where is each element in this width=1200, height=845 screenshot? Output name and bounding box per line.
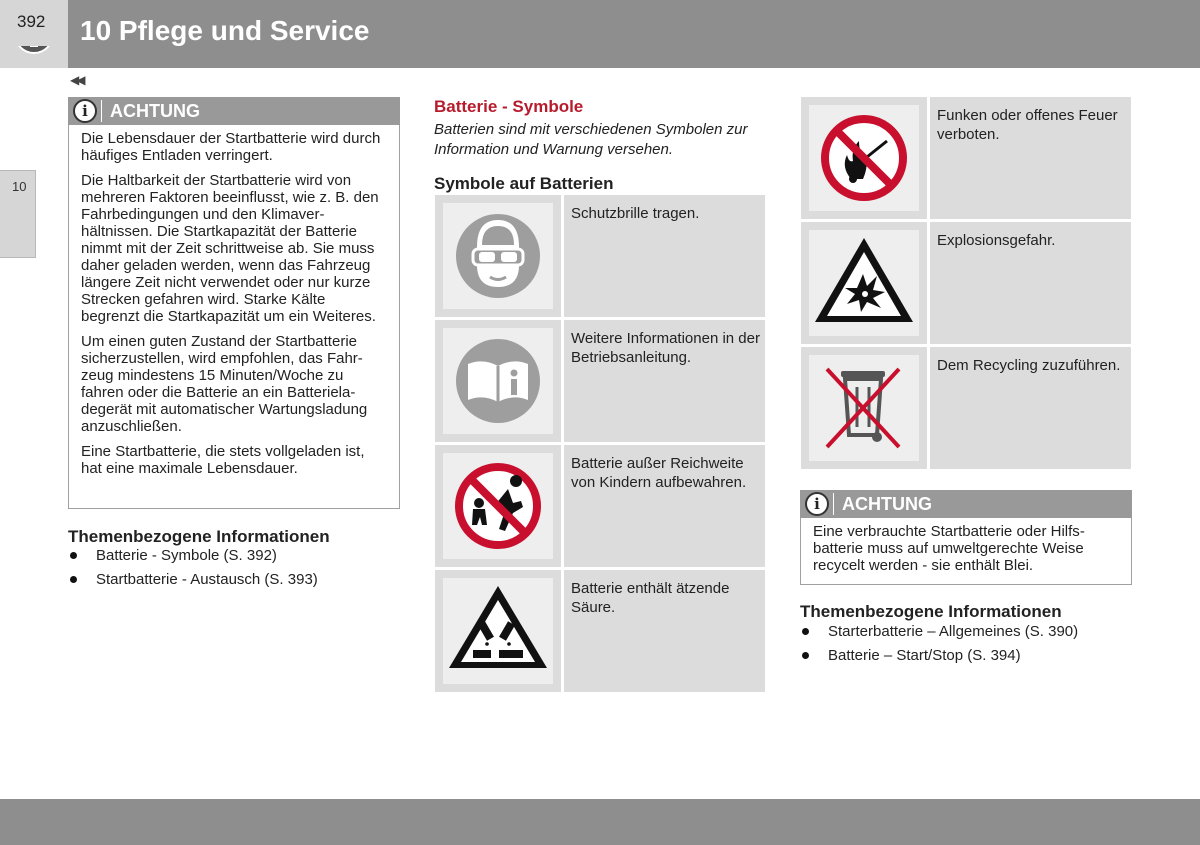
symbol-description: Schutzbrille tragen.	[571, 205, 700, 222]
crossed-bin-recycling-icon	[801, 347, 927, 469]
warning-paragraph: Die Haltbarkeit der Startbatterie wird von mehreren Faktoren beeinflusst, wie z. B. den Fahrbedingungen und den Klimaverhältnissen. Die Startkapazität der Batterie nimmt mit der Zeit schrittweise ab. Sie muss daher geladen werden, wenn das Fahrzeug längere Zeit nicht verwendet oder nur kurze Strecken gefahren wird. Starke Kälte begrenzt die Startkapazität um ein Weiteres.	[81, 172, 379, 325]
back-arrows-icon[interactable]: ◀◀	[70, 73, 83, 87]
warning-paragraph: Um einen guten Zustand der Startbatterie sicherzustellen, wird empfohlen, das Fahrzeug mindestens 15 Minuten/Woche zu fahren oder die Batterie an ein Batterieladegerät mit automatischer Wartungsladung anzuschließen.	[81, 333, 368, 435]
section-intro: Batterien sind mit verschiedenen Symbolen zur Information und Warnung versehen.	[434, 121, 748, 158]
info-warning-icon: i	[805, 492, 829, 516]
symbol-description: Funken oder offenes Feuer verboten.	[937, 107, 1118, 143]
warning-paragraph: Eine verbrauchte Startbatterie oder Hilfsbatterie muss auf umweltgerechte Weise recycelt werden - sie enthält Blei.	[813, 523, 1085, 574]
warning-paragraph: Eine Startbatterie, die stets vollgeladen ist, hat eine maximale Lebensdauer.	[81, 443, 365, 477]
related-info-list	[800, 620, 1130, 668]
symbol-row	[435, 445, 765, 567]
related-info-heading: Themenbezogene Informationen	[800, 602, 1062, 621]
page-footer	[0, 799, 1200, 845]
side-tab-label: 10	[12, 179, 27, 194]
symbol-row	[435, 320, 765, 442]
symbol-row	[801, 222, 1131, 344]
related-info-list	[68, 544, 398, 592]
warning-header	[800, 490, 1132, 518]
symbol-description: Batterie enthält ätzende Säure.	[571, 580, 730, 616]
symbol-description: Explosionsgefahr.	[937, 232, 1056, 249]
warning-title: ACHTUNG	[842, 494, 932, 514]
corrosive-acid-icon	[435, 570, 561, 692]
symbol-row	[801, 97, 1131, 219]
info-warning-icon: i	[73, 99, 97, 123]
symbol-row	[801, 347, 1131, 469]
warning-header	[68, 97, 400, 125]
symbol-description: Batterie außer Reichweite von Kindern aufbewahren.	[571, 455, 747, 491]
manual-info-icon	[435, 320, 561, 442]
warning-title: ACHTUNG	[110, 101, 200, 121]
warning-body	[800, 518, 1132, 585]
chapter-side-tab[interactable]	[0, 170, 36, 258]
symbol-row	[435, 195, 765, 317]
symbol-description: Dem Recycling zuzuführen.	[937, 357, 1121, 374]
page-number: 392	[17, 12, 46, 31]
page-number-box	[0, 0, 68, 46]
warning-body	[68, 125, 400, 509]
symbol-description: Weitere Informationen in der Betriebsanleitung.	[571, 330, 760, 366]
no-open-flame-icon	[801, 97, 927, 219]
related-link-item[interactable]: Batterie – Start/Stop (S. 394)	[800, 644, 1130, 668]
related-link-item[interactable]: Batterie - Symbole (S. 392)	[68, 544, 398, 568]
symbol-row	[435, 570, 765, 692]
explosion-hazard-icon	[801, 222, 927, 344]
related-link-item[interactable]: Starterbatterie – Allgemeines (S. 390)	[800, 620, 1130, 644]
section-title: Batterie - Symbole	[434, 97, 584, 116]
related-link-item[interactable]: Startbatterie - Austausch (S. 393)	[68, 568, 398, 592]
warning-paragraph: Die Lebensdauer der Startbatterie wird durch häufiges Entladen verringert.	[81, 130, 381, 164]
safety-goggles-icon	[435, 195, 561, 317]
warning-icon-divider	[833, 493, 834, 515]
warning-icon-divider	[101, 100, 102, 122]
chapter-title: 10 Pflege und Service	[80, 15, 370, 46]
symbols-subheading: Symbole auf Batterien	[434, 174, 614, 193]
related-info-heading: Themenbezogene Informationen	[68, 527, 330, 546]
keep-away-children-icon	[435, 445, 561, 567]
